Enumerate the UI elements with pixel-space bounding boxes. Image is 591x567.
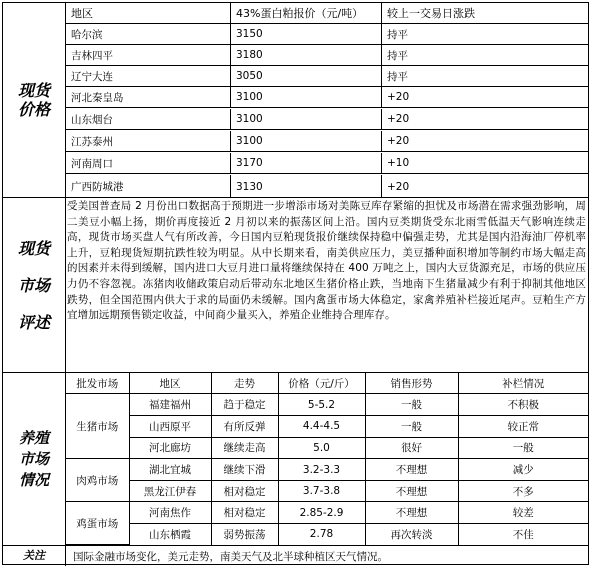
spot-section-label-cell [3,3,66,197]
farming-region: 黑龙江伊春 [129,480,211,502]
commentary-section-label-cell [3,198,66,372]
spot-price: 3150 [231,24,382,44]
spot-region: 江苏泰州 [66,131,231,151]
spot-region: 山东烟台 [66,109,231,129]
spot-change: +20 [387,180,410,193]
farming-sales: 一般 [365,394,458,416]
spot-region: 哈尔滨 [66,24,231,44]
farming-sales: 不理想 [365,459,458,481]
farming-header-row [66,373,588,394]
commentary-text: 受美国普查局 2 月份出口数据高于预期进一步增添市场对美陈豆库存紧缩的担忧及市场潜在需求强劲影响，周二美豆小幅上扬，期价再度接近 2 月初以来的振荡区间上沿。国内豆类期货受东北雨雪低温天气影响连续走高，现货市场买盘人气有所改善，今日国内豆粕现货报价继续保持稳中偏强走势，尤其是国内沿海油厂停机率上升，豆粕现货短期抗跌性较为明显。从中长期来看，南美供应压力，美豆播种面积增加等制约市场大幅走高的因素并未得到缓解，国内进口大豆月进口量将继续保持在 400 万吨之上，国内大豆货源充足，市场的供应压力仍不容忽视。冻猪肉收储政策启动后带动东北地区生猪价格止跌，当地南下生猪量减少有利于抑制其他地区跌势，但全国范围内供大于求的局面仍未缓解。国内禽蛋市场大体稳定，家禽养殖补栏接近尾声。豆粕生产方宜增加远期预售锁定收益，中间商少量买入，养殖企业维持合理库存。 [67,200,586,322]
spot-section-label: 现货价格 [18,81,51,119]
farming-restock: 不佳 [458,523,588,544]
farming-restock: 不积极 [458,394,588,416]
spot-price: 3100 [231,109,382,129]
farming-region: 河南焦作 [129,502,211,524]
spot-region: 辽宁大连 [66,66,231,86]
farming-trend: 相对稳定 [211,480,278,502]
farming-header-restock: 补栏情况 [458,373,588,394]
commentary-section-label: 现货市场评述 [17,238,50,332]
spot-header-row [66,3,588,24]
farming-row [66,437,588,459]
focus-text: 国际金融市场变化，美元走势，南美天气及北半球种植区天气情况。 [73,550,388,563]
farming-trend: 趋于稳定 [211,394,278,416]
farming-trend: 相对稳定 [211,502,278,524]
farming-trend: 有所反弹 [211,416,278,438]
farming-price: 4.4-4.5 [278,416,365,438]
farming-table-wrap [66,373,588,545]
farming-restock: 较差 [458,502,588,524]
focus-label: 关注 [23,549,45,562]
farming-table [66,373,588,545]
farming-region: 山东栖霞 [129,523,211,544]
farming-region: 河北廊坊 [129,437,211,459]
farming-row [66,502,588,524]
farming-region: 福建福州 [129,394,211,416]
farming-price: 3.2-3.3 [278,459,365,481]
spot-price: 3100 [231,87,382,107]
spot-change: +20 [387,135,410,147]
spot-price-table [66,3,588,197]
focus-label-cell [3,546,66,566]
spot-region: 河南周口 [66,153,231,173]
farming-row [66,480,588,502]
spot-price-section [3,3,588,198]
spot-row [66,66,588,87]
spot-row [66,175,588,198]
farming-restock: 减少 [458,459,588,481]
farming-price: 5.0 [278,437,365,459]
spot-change: +20 [387,113,410,125]
farming-restock: 一般 [458,437,588,459]
farming-section-label-cell [3,373,66,545]
farming-sales: 很好 [365,437,458,459]
spot-change: 持平 [387,28,408,41]
commentary-section [3,198,588,373]
spot-price: 3050 [231,66,382,86]
farming-trend: 弱势振荡 [211,523,278,544]
spot-header-region: 地区 [66,3,231,23]
spot-change: +10 [387,157,410,169]
farming-header-price: 价格（元/斤） [278,373,365,394]
farming-row [66,394,588,416]
farming-market-name: 生猪市场 [66,394,129,459]
farming-row [66,459,588,481]
farming-price: 2.78 [278,523,365,544]
farming-market-name: 肉鸡市场 [66,459,129,502]
farming-region: 山西原平 [129,416,211,438]
spot-header-price: 43%蛋白粕报价（元/吨） [231,3,382,23]
spot-region: 广西防城港 [66,175,231,198]
spot-region: 吉林四平 [66,45,231,65]
spot-row [66,109,588,130]
farming-restock: 较正常 [458,416,588,438]
spot-price: 3180 [231,45,382,65]
spot-row [66,24,588,45]
farming-header-market: 批发市场 [66,373,129,394]
farming-region: 湖北宜城 [129,459,211,481]
farming-sales: 再次转淡 [365,523,458,544]
farming-price: 2.85-2.9 [278,502,365,524]
farming-header-region: 地区 [129,373,211,394]
market-report [2,2,589,565]
farming-sales: 不理想 [365,502,458,524]
farming-trend: 继续走高 [211,437,278,459]
farming-market-name: 鸡蛋市场 [66,502,129,545]
spot-row [66,45,588,66]
farming-row [66,416,588,438]
spot-price: 3100 [231,131,382,151]
spot-change: 持平 [387,49,408,62]
farming-header-sales: 销售形势 [365,373,458,394]
farming-trend: 继续下滑 [211,459,278,481]
spot-header-change: 较上一交易日涨跌 [387,7,475,20]
spot-region: 河北秦皇岛 [66,87,231,107]
focus-section [3,546,588,566]
spot-change: 持平 [387,70,408,83]
farming-sales: 一般 [365,416,458,438]
farming-header-trend: 走势 [211,373,278,394]
farming-price: 3.7-3.8 [278,480,365,502]
spot-row [66,153,588,174]
farming-row [66,523,588,544]
farming-sales: 不理想 [365,480,458,502]
farming-section [3,373,588,546]
spot-change: +20 [387,91,410,103]
spot-price: 3130 [231,175,382,198]
spot-price: 3170 [231,153,382,173]
farming-restock: 不多 [458,480,588,502]
farming-price: 5-5.2 [278,394,365,416]
spot-row [66,87,588,108]
spot-row [66,131,588,152]
farming-section-label: 养殖市场情况 [18,428,49,489]
